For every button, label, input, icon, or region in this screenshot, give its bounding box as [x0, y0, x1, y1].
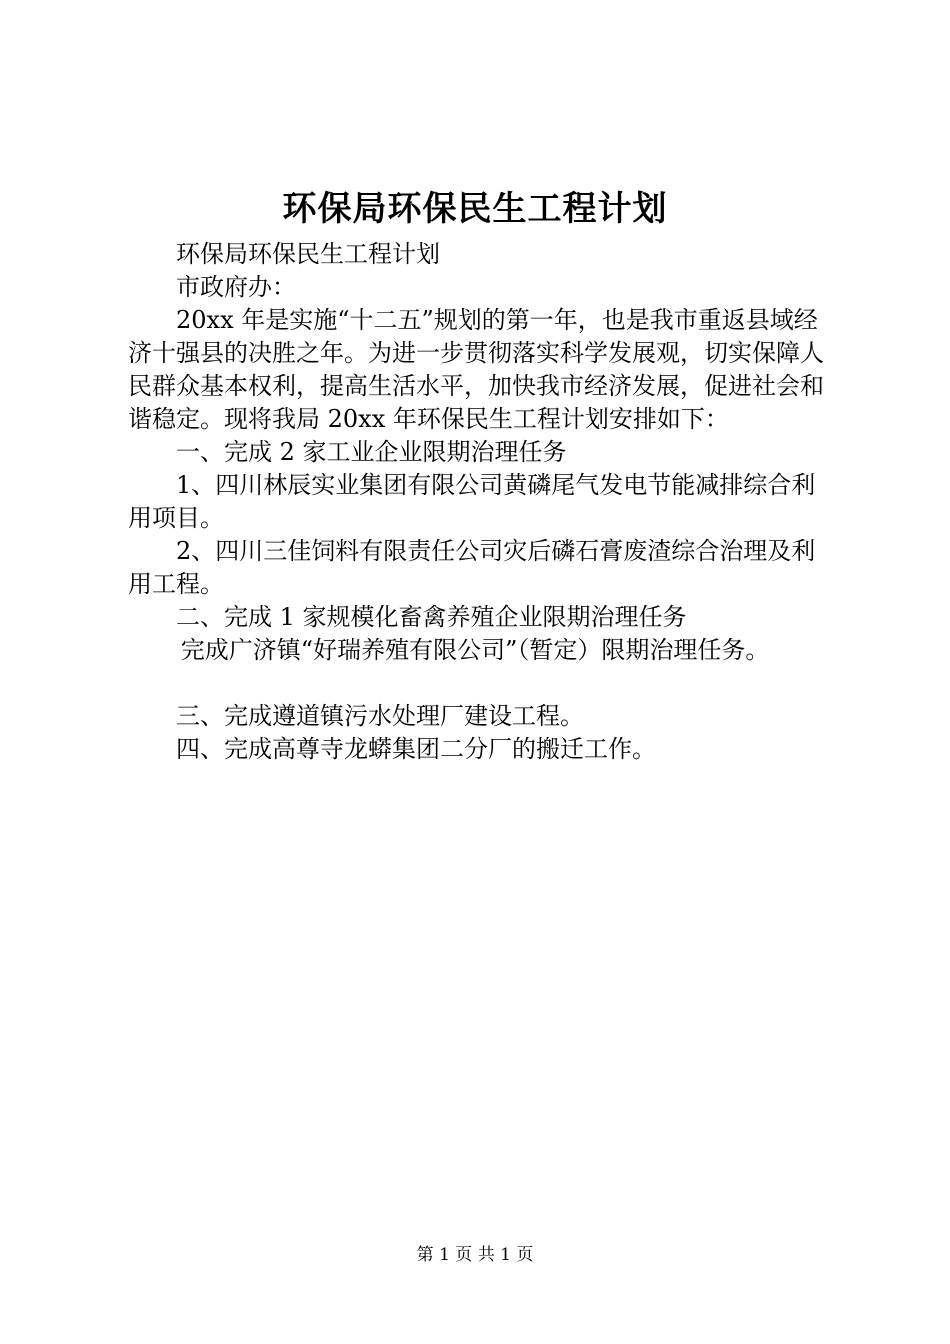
paragraph-section-three: 三、完成遵道镇污水处理厂建设工程。	[176, 702, 584, 730]
paragraph-recipient: 市政府办：	[176, 273, 296, 301]
paragraph-section-one: 一、完成 2 家工业企业限期治理任务	[176, 438, 567, 466]
document-title: 环保局环保民生工程计划	[282, 189, 668, 229]
document-body	[128, 238, 838, 766]
paragraph-section-two: 二、完成 1 家规模化畜禽养殖企业限期治理任务	[176, 603, 687, 631]
paragraph-heading-repeat: 环保局环保民生工程计划	[176, 240, 440, 268]
paragraph-section-four: 四、完成高尊寺龙蟒集团二分厂的搬迁工作。	[176, 735, 656, 763]
page-number-footer: 第 1 页 共 1 页	[416, 1245, 534, 1265]
paragraph-item-one: 1、四川林辰实业集团有限公司黄磷尾气发电节能减排综合利用项目。	[128, 471, 816, 532]
paragraph-intro: 20xx 年是实施“十二五”规划的第一年，也是我市重返县域经济十强县的决胜之年。为进一步贯彻落实科学发展观，切实保障人民群众基本权利，提高生活水平，加快我市经济发展，促进社会和谐稳定。现将我局 20xx 年环保民生工程计划安排如下：	[128, 306, 824, 433]
paragraph-item-two: 2、四川三佳饲料有限责任公司灾后磷石膏废渣综合治理及利用工程。	[128, 537, 816, 598]
paragraph-section-two-detail: 完成广济镇“好瑞养殖有限公司”（暂定）限期治理任务。	[180, 636, 770, 664]
